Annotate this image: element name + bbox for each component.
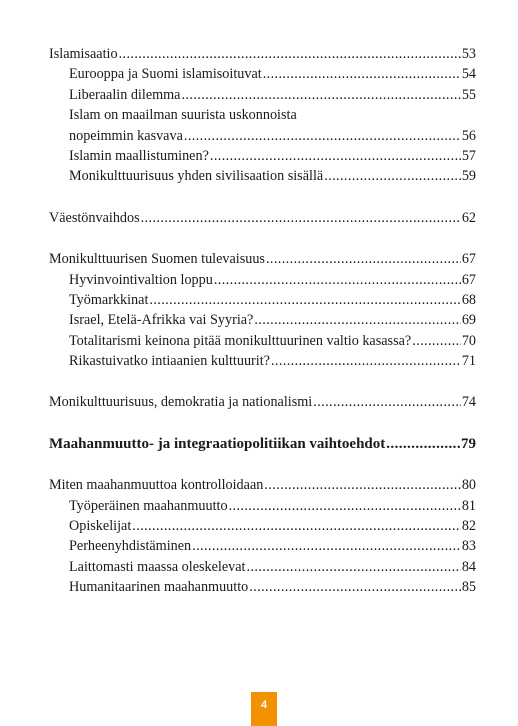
table-of-contents — [49, 44, 476, 598]
dot-leader — [132, 516, 461, 536]
toc-subentry[interactable] — [49, 577, 476, 597]
dot-leader — [266, 249, 461, 269]
toc-entry[interactable] — [49, 249, 476, 269]
page-number-tab — [251, 692, 277, 726]
toc-entry-page: 59 — [461, 168, 476, 185]
dot-leader — [247, 557, 461, 577]
toc-entry-title: Eurooppa ja Suomi islamisoituvat — [69, 66, 262, 83]
toc-entry-title: Työperäinen maahanmuutto — [69, 497, 228, 514]
toc-subentry[interactable] — [49, 496, 476, 516]
toc-subentry[interactable] — [49, 536, 476, 556]
dot-leader — [119, 44, 461, 64]
toc-entry-title-line1: Islam on maailman suurista uskonnoista — [69, 107, 297, 124]
toc-entry[interactable] — [49, 44, 476, 64]
toc-entry-page: 68 — [461, 291, 476, 308]
toc-subentry[interactable] — [49, 351, 476, 371]
toc-entry-page: 74 — [461, 394, 476, 411]
toc-entry-title: Perheenyhdistäminen — [69, 538, 192, 555]
toc-subentry[interactable] — [49, 310, 476, 330]
toc-subentry[interactable] — [49, 290, 476, 310]
toc-subentry[interactable] — [49, 126, 476, 146]
toc-entry-page: 67 — [461, 271, 476, 288]
dot-leader — [181, 85, 460, 105]
dot-leader — [324, 166, 461, 186]
toc-entry-page: 80 — [461, 477, 476, 494]
toc-subentry[interactable] — [49, 557, 476, 577]
toc-entry-page: 83 — [461, 538, 476, 555]
toc-entry-title: Laittomasti maassa oleskelevat — [69, 558, 246, 575]
toc-entry-page: 62 — [461, 209, 476, 226]
spacer — [49, 454, 476, 475]
dot-leader — [192, 536, 461, 556]
toc-entry-page: 53 — [461, 46, 476, 62]
toc-entry-bold[interactable] — [49, 434, 476, 454]
toc-subentry[interactable] — [49, 64, 476, 84]
dot-leader — [254, 310, 460, 330]
toc-entry-title: Israel, Etelä-Afrikka vai Syyria? — [69, 312, 254, 329]
toc-entry-page: 79 — [461, 435, 476, 452]
toc-entry-page: 84 — [461, 558, 476, 575]
toc-entry-title: Monikulttuurisuus yhden sivilisaation sisällä — [69, 168, 324, 185]
toc-subentry[interactable] — [49, 331, 476, 351]
toc-subentry[interactable] — [49, 85, 476, 105]
dot-leader — [249, 577, 461, 597]
dot-leader — [149, 290, 460, 310]
toc-entry-page: 67 — [461, 251, 476, 268]
dot-leader — [184, 126, 461, 146]
toc-entry-title: Rikastuivatko intiaanien kulttuurit? — [69, 353, 270, 370]
dot-leader — [271, 351, 461, 371]
spacer — [49, 187, 476, 208]
dot-leader — [386, 434, 460, 454]
toc-entry-title: Monikulttuurisen Suomen tulevaisuus — [49, 251, 265, 268]
toc-entry-title: Maahanmuutto- ja integraatiopolitiikan vaihtoehdot — [49, 435, 386, 452]
toc-entry-page: 82 — [461, 518, 476, 535]
toc-entry-page: 70 — [461, 332, 476, 349]
toc-entry-page: 54 — [461, 66, 476, 83]
dot-leader — [412, 331, 461, 351]
toc-entry[interactable] — [49, 475, 476, 495]
toc-subentry[interactable] — [49, 166, 476, 186]
dot-leader — [141, 208, 461, 228]
spacer — [49, 371, 476, 392]
toc-subentry[interactable] — [49, 516, 476, 536]
toc-subentry[interactable] — [49, 146, 476, 166]
toc-entry-page: 57 — [461, 147, 476, 164]
toc-entry-page: 81 — [461, 497, 476, 514]
toc-entry-page: 85 — [461, 579, 476, 596]
toc-subentry-line1[interactable] — [49, 105, 476, 125]
dot-leader — [229, 496, 461, 516]
toc-entry-page: 56 — [461, 127, 476, 144]
toc-entry-page: 55 — [461, 86, 476, 103]
toc-entry-title: nopeimmin kasvava — [69, 127, 183, 144]
dot-leader — [263, 64, 461, 84]
toc-entry-title: Monikulttuurisuus, demokratia ja nationalismi — [49, 394, 313, 411]
dot-leader — [210, 146, 461, 166]
toc-entry-title: Totalitarismi keinona pitää monikulttuurinen valtio kasassa? — [69, 332, 412, 349]
toc-entry-title: Islamin maallistuminen? — [69, 147, 209, 164]
spacer — [49, 413, 476, 434]
toc-entry-title: Liberaalin dilemma — [69, 86, 181, 103]
toc-entry-title: Islamisaatio — [49, 46, 118, 62]
spacer — [49, 228, 476, 249]
dot-leader — [214, 270, 461, 290]
toc-entry-page: 69 — [461, 312, 476, 329]
toc-subentry[interactable] — [49, 270, 476, 290]
toc-entry[interactable] — [49, 208, 476, 228]
dot-leader — [313, 392, 461, 412]
toc-entry-title: Hyvinvointivaltion loppu — [69, 271, 213, 288]
toc-entry-title: Väestönvaihdos — [49, 209, 140, 226]
toc-entry-title: Opiskelijat — [69, 518, 132, 535]
toc-entry-title: Työmarkkinat — [69, 291, 149, 308]
page-number: 4 — [260, 699, 268, 711]
toc-entry[interactable] — [49, 392, 476, 412]
dot-leader — [264, 475, 460, 495]
toc-entry-title: Miten maahanmuuttoa kontrolloidaan — [49, 477, 264, 494]
toc-entry-page: 71 — [461, 353, 476, 370]
toc-entry-title: Humanitaarinen maahanmuutto — [69, 579, 249, 596]
